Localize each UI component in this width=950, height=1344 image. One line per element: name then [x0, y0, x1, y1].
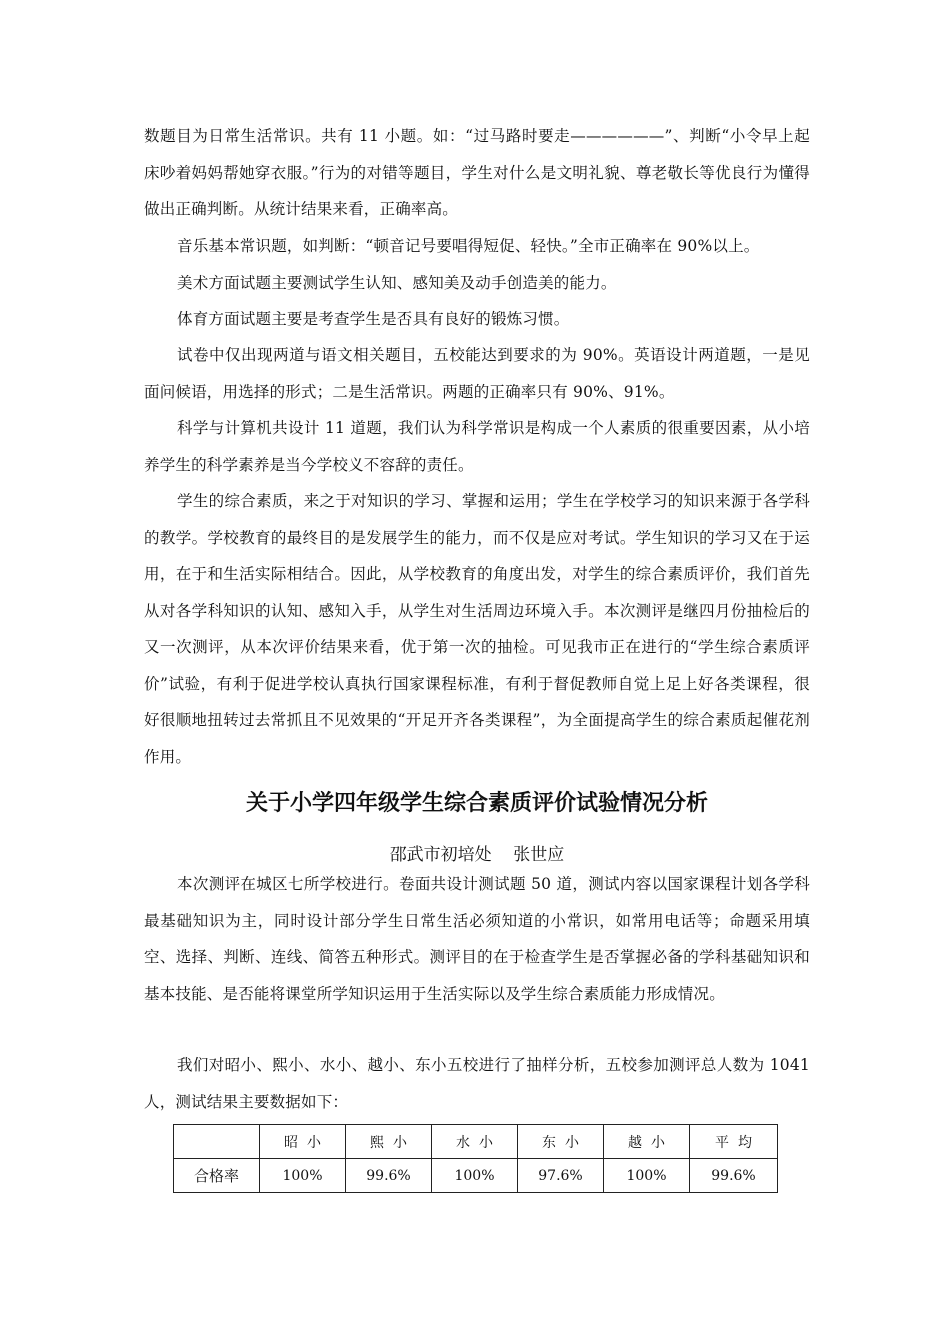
table-header-cell: 越 小: [604, 1125, 690, 1159]
paragraph-overall: 学生的综合素质，来之于对知识的学习、掌握和运用；学生在学校学习的知识来源于各学科的教学。学校教育的最终目的是发展学生的能力，而不仅是应对考试。学生知识的学习又在于运用，在于和生活实际相结合。因此，从学校教育的角度出发，对学生的综合素质评价，我们首先从对各学科知识的认知、感知入手，从学生对生活周边环境入手。本次测评是继四月份抽检后的又一次测评，从本次评价结果来看，优于第一次的抽检。可见我市正在进行的“学生综合素质评价”试验，有利于促进学校认真执行国家课程标准，有利于督促教师自觉上足上好各类课程，很好很顺地扭转过去常抓且不见效果的“开足开齐各类课程”，为全面提高学生的综合素质起催花剂作用。: [144, 492, 810, 766]
author-byline: 邵武市初培处 张世应: [389, 845, 565, 865]
paragraph-science: 科学与计算机共设计 11 道题，我们认为科学常识是构成一个人素质的很重要因素，从小培养学生的科学素养是当今学校义不容辞的责任。: [144, 419, 810, 474]
table-cell: 99.6%: [346, 1159, 432, 1193]
table-header-cell: [174, 1125, 260, 1159]
table-cell: 100%: [432, 1159, 518, 1193]
table-row: [174, 1159, 778, 1193]
results-table: [173, 1124, 778, 1193]
table-header-row: [174, 1125, 778, 1159]
table-row-label: 合格率: [174, 1159, 260, 1193]
table-header-cell: 东 小: [518, 1125, 604, 1159]
table-cell: 97.6%: [518, 1159, 604, 1193]
paragraph-daily-life: 数题目为日常生活常识。共有 11 小题。如：“过马路时要走——————”、判断“小令早上起床吵着妈妈帮她穿衣服。”行为的对错等题目，学生对什么是文明礼貌、尊老敬长等优良行为懂得做出正确判断。从统计结果来看，正确率高。: [144, 127, 810, 218]
table-cell: 99.6%: [690, 1159, 778, 1193]
section-title: 关于小学四年级学生综合素质评价试验情况分析: [245, 791, 708, 816]
table-cell: 100%: [604, 1159, 690, 1193]
table-header-cell: 水 小: [432, 1125, 518, 1159]
paragraph-sample: 我们对昭小、熙小、水小、越小、东小五校进行了抽样分析，五校参加测评总人数为 1041 人，测试结果主要数据如下：: [144, 1056, 810, 1111]
paragraph-music: 音乐基本常识题，如判断：“顿音记号要唱得短促、轻快。”全市正确率在 90%以上。: [177, 237, 760, 255]
paragraph-intro: 本次测评在城区七所学校进行。卷面共设计测试题 50 道，测试内容以国家课程计划各学科最基础知识为主，同时设计部分学生日常生活必须知道的小常识，如常用电话等；命题采用填空、选择、判断、连线、简答五种形式。测评目的在于检查学生是否掌握必备的学科基础知识和基本技能、是否能将课堂所学知识运用于生活实际以及学生综合素质能力形成情况。: [144, 875, 810, 1003]
paragraph-sports: 体育方面试题主要是考查学生是否具有良好的锻炼习惯。: [177, 310, 570, 328]
paragraph-art: 美术方面试题主要测试学生认知、感知美及动手创造美的能力。: [177, 274, 617, 292]
table-header-cell: 昭 小: [260, 1125, 346, 1159]
table-header-cell: 熙 小: [346, 1125, 432, 1159]
table-header-cell: 平 均: [690, 1125, 778, 1159]
paragraph-chinese-english: 试卷中仅出现两道与语文相关题目，五校能达到要求的为 90%。英语设计两道题，一是见面问候语，用选择的形式；二是生活常识。两题的正确率只有 90%、91%。: [144, 346, 810, 401]
table-cell: 100%: [260, 1159, 346, 1193]
